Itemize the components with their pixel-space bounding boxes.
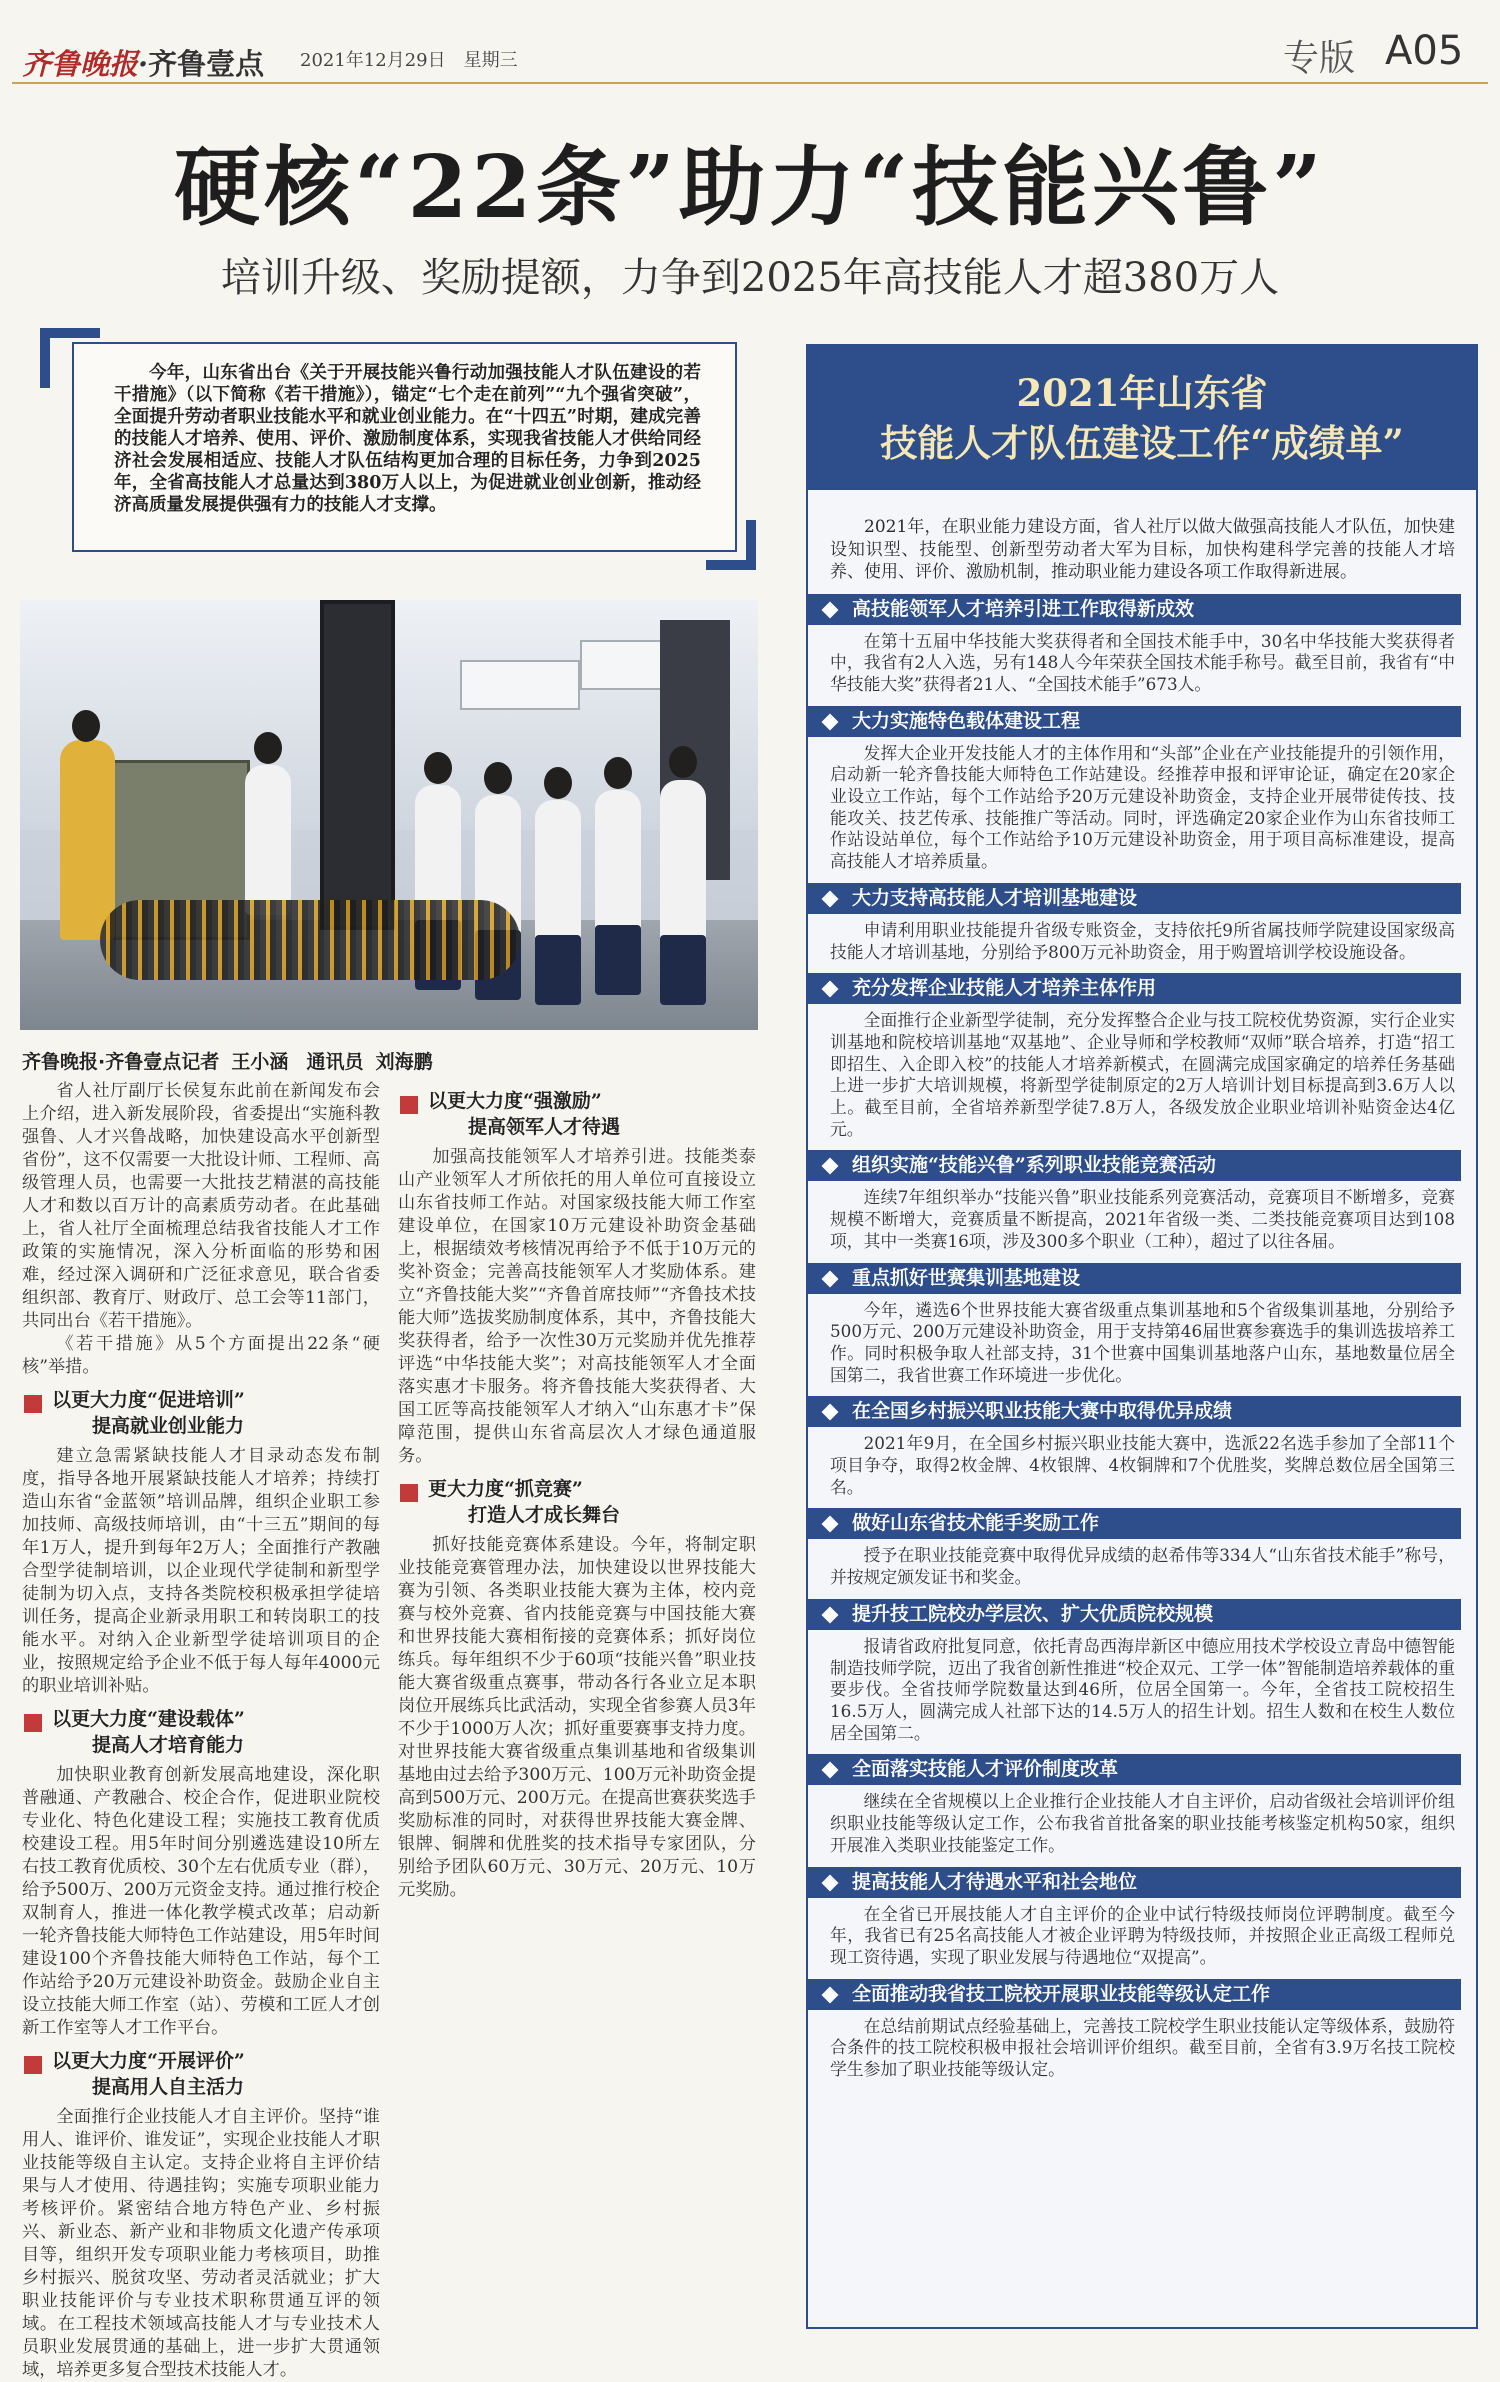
lead-corner-right [706,520,756,570]
red-square-icon [24,1395,42,1413]
report-card-section-title: 在全国乡村振兴职业技能大赛中取得优异成绩 [808,1396,1461,1427]
lead-paragraph: 今年，山东省出台《关于开展技能兴鲁行动加强技能人才队伍建设的若干措施》（以下简称《若干措施》），锚定“七个走在前列”“九个强省突破”，全面提升劳动者职业技能水平和就业创业能力。在“十四五”时期，建成完善的技能人才培养、使用、评价、激励制度体系，实现我省技能人才供给同经济社会发展相适应、技能人才队伍结构更加合理的目标任务，力争到2025年，全省高技能人才总量达到380万人以上，为促进就业创业创新，推动经济高质量发展提供强有力的技能人才支撑。 [114,363,701,515]
report-card-body [830,516,1455,2316]
report-card-section-body: 申请利用职业技能提升省级专账资金，支持依托9所省属技师学院建设国家级高技能人才培训基地，分别给予800万元补助资金，用于购置培训学校设施设备。 [830,919,1455,962]
report-card-section [830,594,1455,700]
subheading-carriers: 以更大力度“建设载体” 提高人才培育能力 [22,1706,380,1758]
masthead-brand-2: 齐鲁壹点 [148,47,265,81]
report-card-title-line-1: 2021年山东省 [1016,371,1268,415]
report-card-section-body: 在全省已开展技能人才自主评价的企业中试行特级技师岗位评聘制度。截至今年，我省已有25名高技能人才被企业评聘为特级技师，并按照企业正高级工程师兑现工资待遇，实现了职业发展与待遇地位“双提高”。 [830,1903,1455,1967]
photo-student [245,765,291,915]
report-card-section [830,706,1455,877]
diamond-bullet-icon [822,1516,839,1533]
report-card-section [830,1754,1455,1860]
photo-student-head [254,732,282,764]
report-card-section-title: 充分发挥企业技能人才培养主体作用 [808,973,1461,1004]
headline: 硬核“22条”助力“技能兴鲁” [174,137,1326,238]
photo-student-legs [595,925,641,995]
photo-student-head [669,746,697,778]
diamond-bullet-icon [822,601,839,618]
article-paragraph: 《若干措施》从5个方面提出22条“硬核”举措。 [22,1334,380,1377]
report-card-intro: 2021年，在职业能力建设方面，省人社厅以做大做强高技能人才队伍，加快建设知识型、技能型、创新型劳动者大军为目标，加快构建科学完善的技能人才培养、使用、评价、激励机制，推动职业能力建设各项工作取得新进展。 [830,517,1455,582]
diamond-bullet-icon [822,1158,839,1175]
subheading-evaluation: 以更大力度“开展评价” 提高用人自主活力 [22,2048,380,2100]
page-number: A05 [1385,28,1464,74]
diamond-bullet-icon [822,1270,839,1287]
report-card-section-title: 提升技工院校办学层次、扩大优质院校规模 [808,1599,1461,1630]
diamond-bullet-icon [822,890,839,907]
photo-cables [100,900,520,980]
issue-date: 2021年12月29日 星期三 [300,50,518,71]
article-paragraph: 加快职业教育创新发展高地建设，深化职普融通、产教融合、校企合作，促进职业院校专业化、特色化建设工程；实施技工教育优质校建设工程。用5年时间分别遴选建设10所左右技工教育优质校、30个左右优质专业（群），给予500万、200万元资金支持。通过推行校企双制育人，推进一体化教学模式改革；启动新一轮齐鲁技能大师特色工作站建设，用5年时间建设100个齐鲁技能大师特色工作站，每个工作站给予20万元建设补助资金。鼓励企业自主设立技能大师工作室（站）、劳模和工匠人才创新工作室等人才工作平台。 [22,1765,380,2038]
photo-student-head [424,752,452,784]
report-card-section-title: 组织实施“技能兴鲁”系列职业技能竞赛活动 [808,1150,1461,1181]
report-card-section-body: 在第十五届中华技能大奖获得者和全国技术能手中，30名中华技能大奖获得者中，我省有2人入选，另有148人今年荣获全国技术能手称号。截至目前，我省有“中华技能大奖”获得者21人、“全国技术能手”673人。 [830,630,1455,694]
training-photo [20,600,758,1030]
report-card-section [830,973,1455,1144]
report-card-section-title: 大力实施特色载体建设工程 [808,706,1461,737]
photo-student-head [544,767,572,799]
byline-reporter: 王小涵 [231,1051,289,1073]
photo-instructor-head [72,710,100,742]
article-column-2 [398,1080,756,2342]
photo-student-head [484,762,512,794]
photo-instructor [60,740,115,940]
byline [22,1047,433,1074]
subheading-training: 以更大力度“促进培训” 提高就业创业能力 [22,1387,380,1439]
report-card-section [830,1263,1455,1391]
article-paragraph: 建立急需紧缺技能人才目录动态发布制度，指导各地开展紧缺技能人才培养；持续打造山东省“金蓝领”培训品牌，组织企业职工参加技师、高级技师培训，由“十三五”期间的每年1万人，提升到每年2万人；全面推行产教融合型学徒制培训，以企业现代学徒制和新型学徒制为切入点，支持各类院校积极承担学徒培训任务，提高企业新录用职工和转岗职工的技能水平。对纳入企业新型学徒培训项目的企业，按照规定给予企业不低于每人每年4000元的职业培训补贴。 [22,1446,380,1696]
subheadline: 培训升级、奖励提额，力争到2025年高技能人才超380万人 [220,255,1280,301]
red-square-icon [24,2056,42,2074]
report-card-section-body: 全面推行企业新型学徒制，充分发挥整合企业与技工院校优势资源，实行企业实训基地和院校培训基地“双基地”、企业导师和学校教师“双师”联合培养，打造“招工即招生、入企即入校”的技能人才培养新模式，在圆满完成国家确定的培养任务基础上进一步扩大培训规模，将新型学徒制原定的2万人培训计划目标提高到3.6万人以上。截至目前，全省培养新型学徒7.8万人，各级发放企业职业培训补贴资金达4亿元。 [830,1010,1455,1139]
report-card-section-title: 高技能领军人才培养引进工作取得新成效 [808,594,1461,625]
report-card-section-body: 报请省政府批复同意，依托青岛西海岸新区中德应用技术学校设立青岛中德智能制造技师学院，迈出了我省创新性推进“校企双元、工学一体”智能制造培养载体的重要步伐。全省技师学院数量达到46所，位居全国第一。今年，全省技工院校招生16.5万人，圆满完成人社部下达的14.5万人的招生计划。招生人数和在校生人数位居全国第二。 [830,1635,1455,1743]
report-card-section-body: 授予在职业技能竞赛中取得优异成绩的赵希伟等334人“山东省技术能手”称号，并按规定颁发证书和奖金。 [830,1545,1455,1588]
report-card-section [830,1150,1455,1256]
diamond-bullet-icon [822,1874,839,1891]
report-card-sections [830,594,1455,2085]
report-card-section-body: 发挥大企业开发技能人才的主体作用和“头部”企业在产业技能提升的引领作用，启动新一轮齐鲁技能大师特色工作站建设。经推荐申报和评审论证，确定在20家企业设立工作站，每个工作站给予20万元建设补助资金，支持企业开展带徒传技、技能攻关、技艺传承、技能推广等活动。同时，评选确定20家企业作为山东省技师工作站设站单位，每个工作站给予10万元建设补助资金，用于项目高标准建设，提高高技能人才培养质量。 [830,742,1455,872]
byline-org: 齐鲁晚报·齐鲁壹点记者 [22,1051,220,1073]
article-paragraph: 抓好技能竞赛体系建设。今年，将制定职业技能竞赛管理办法，加快建设以世界技能大赛为引领、各类职业技能大赛为主体，校内竞赛与校外竞赛、省内技能竞赛与中国技能大赛和世界技能大赛相衔接的竞赛体系；抓好岗位练兵。每年组织不少于60项“技能兴鲁”职业技能大赛省级重点赛事，带动各行各业立足本职岗位开展练兵比武活动，实现全省参赛人员3年不少于1000万人次；抓好重要赛事支持力度。对世界技能大赛省级重点集训基地和省级集训基地由过去给予300万元、100万元补助资金提高到500万元、200万元。在提高世赛获奖选手奖励标准的同时，对获得世界技能大赛金牌、银牌、铜牌和优胜奖的技术指导专家团队，分别给予团队60万元、30万元、20万元、10万元奖励。 [398,1535,756,1900]
report-card-section-title: 做好山东省技术能手奖励工作 [808,1508,1461,1539]
report-card-section-body: 2021年9月，在全国乡村振兴职业技能大赛中，选派22名选手参加了全部11个项目争夺，取得2枚金牌、4枚银牌、4枚铜牌和7个优胜奖，奖牌总数位居全国第三名。 [830,1433,1455,1497]
report-card-title [808,346,1476,490]
masthead-separator: · [138,47,149,81]
masthead [22,42,264,83]
report-card-section [830,1396,1455,1502]
byline-role: 通讯员 [306,1051,364,1073]
article-column-1 [22,1080,380,2380]
report-card-section [830,1867,1455,1973]
red-square-icon [400,1096,418,1114]
article-paragraph: 省人社厅副厅长侯复东此前在新闻发布会上介绍，进入新发展阶段，省委提出“实施科教强鲁、人才兴鲁战略，加快建设高水平创新型省份”，这不仅需要一大批设计师、工程师、高级管理人员，也需要一大批技艺精湛的高技能人才和数以百万计的高素质劳动者。在此基础上，省人社厅全面梳理总结我省技能人才工作政策的实施情况，深入分析面临的形势和困难，经过深入调研和广泛征求意见，联合省委组织部、教育厅、财政厅、总工会等11部门，共同出台《若干措施》。 [22,1081,380,1331]
subheading-competitions: 更大力度“抓竞赛” 打造人才成长舞台 [398,1476,756,1528]
report-card-section-body: 继续在全省规模以上企业推行企业技能人才自主评价，启动省级社会培训评价组织职业技能等级认定工作，公布我省首批备案的职业技能考核鉴定机构50家，组织开展准入类职业技能鉴定工作。 [830,1791,1455,1855]
article-paragraph: 加强高技能领军人才培养引进。技能类泰山产业领军人才所依托的用人单位可直接设立山东省技师工作站。对国家级技能大师工作室建设单位，在国家10万元建设补助资金基础上，根据绩效考核情况再给予不低于10万元的奖补资金；完善高技能领军人才奖励体系。建立“齐鲁技能大奖”“齐鲁首席技师”“齐鲁技术技能大师”选拔奖励制度体系，其中，齐鲁技能大奖获得者，给予一次性30万元奖励并优先推荐评选“中华技能大奖”；对高技能领军人才全面落实惠才卡服务。将齐鲁技能大奖获得者、大国工匠等高技能领军人才纳入“山东惠才卡”保障范围，提供山东省高层次人才绿色通道服务。 [398,1147,756,1466]
photo-student [595,790,641,940]
report-card-section-title: 提高技能人才待遇水平和社会地位 [808,1867,1461,1898]
report-card-title-line-2: 技能人才队伍建设工作“成绩单” [880,421,1404,465]
photo-student-legs [660,935,706,1005]
report-card-section [830,1979,1455,2085]
masthead-brand-1: 齐鲁晚报 [22,47,139,81]
red-square-icon [400,1484,418,1502]
byline-correspondent: 刘海鹏 [375,1051,433,1073]
photo-student [660,780,706,950]
report-card-section-title: 重点抓好世赛集训基地建设 [808,1263,1461,1294]
photo-server-rack [320,600,395,930]
report-card-section [830,1599,1455,1749]
report-card-section [830,1508,1455,1592]
subheading-incentives: 以更大力度“强激励” 提高领军人才待遇 [398,1088,756,1140]
photo-student-legs [535,935,581,1005]
diamond-bullet-icon [822,981,839,998]
report-card-section-title: 大力支持高技能人才培训基地建设 [808,883,1461,914]
photo-student [535,800,581,950]
report-card-section-body: 在总结前期试点经验基础上，完善技工院校学生职业技能认定等级体系，鼓励符合条件的技工院校积极申报社会培训评价组织。截至目前，全省有3.9万名技工院校学生参加了职业技能等级认定。 [830,2015,1455,2080]
diamond-bullet-icon [822,713,839,730]
lead-box [72,342,737,552]
photo-screen-2 [580,640,670,690]
header-rule [12,82,1488,84]
red-square-icon [24,1714,42,1732]
diamond-bullet-icon [822,1986,839,2003]
article-paragraph: 全面推行企业技能人才自主评价。坚持“谁用人、谁评价、谁发证”，实现企业技能人才职业技能等级自主认定。支持企业将自主评价结果与人才使用、待遇挂钩；实施专项职业能力考核评价。紧密结合地方特色产业、乡村振兴、新业态、新产业和非物质文化遗产传承项目等，组织开发专项职业能力考核项目，助推乡村振兴、脱贫攻坚、劳动者灵活就业；扩大职业技能评价与专业技术职称贯通互评的领域。在工程技术领域高技能人才与专业技术人员职业发展贯通的基础上，进一步扩大贯通领域，培养更多复合型技术技能人才。 [22,2107,380,2380]
diamond-bullet-icon [822,1762,839,1779]
section-label: 专版 [1283,38,1356,79]
photo-screen [460,660,580,710]
diamond-bullet-icon [822,1404,839,1421]
report-card-section-body: 今年，遴选6个世界技能大赛省级重点集训基地和5个省级集训基地，分别给予500万元、200万元建设补助资金，用于支持第46届世赛参赛选手的集训选拔培养工作。同时积极争取人社部支持，31个世赛中国集训基地落户山东，基地数量位居全国第二，我省世赛工作环境进一步优化。 [830,1299,1455,1385]
report-card-section [830,883,1455,967]
report-card-section-title: 全面落实技能人才评价制度改革 [808,1754,1461,1785]
photo-student-head [604,757,632,789]
diamond-bullet-icon [822,1606,839,1623]
report-card-section-title: 全面推动我省技工院校开展职业技能等级认定工作 [808,1979,1461,2010]
report-card-section-body: 连续7年组织举办“技能兴鲁”职业技能系列竞赛活动，竞赛项目不断增多，竞赛规模不断增大，竞赛质量不断提高，2021年省级一类、二类技能竞赛项目达到108项，其中一类赛16项，涉及300多个职业（工种），超过了以往各届。 [830,1187,1455,1251]
